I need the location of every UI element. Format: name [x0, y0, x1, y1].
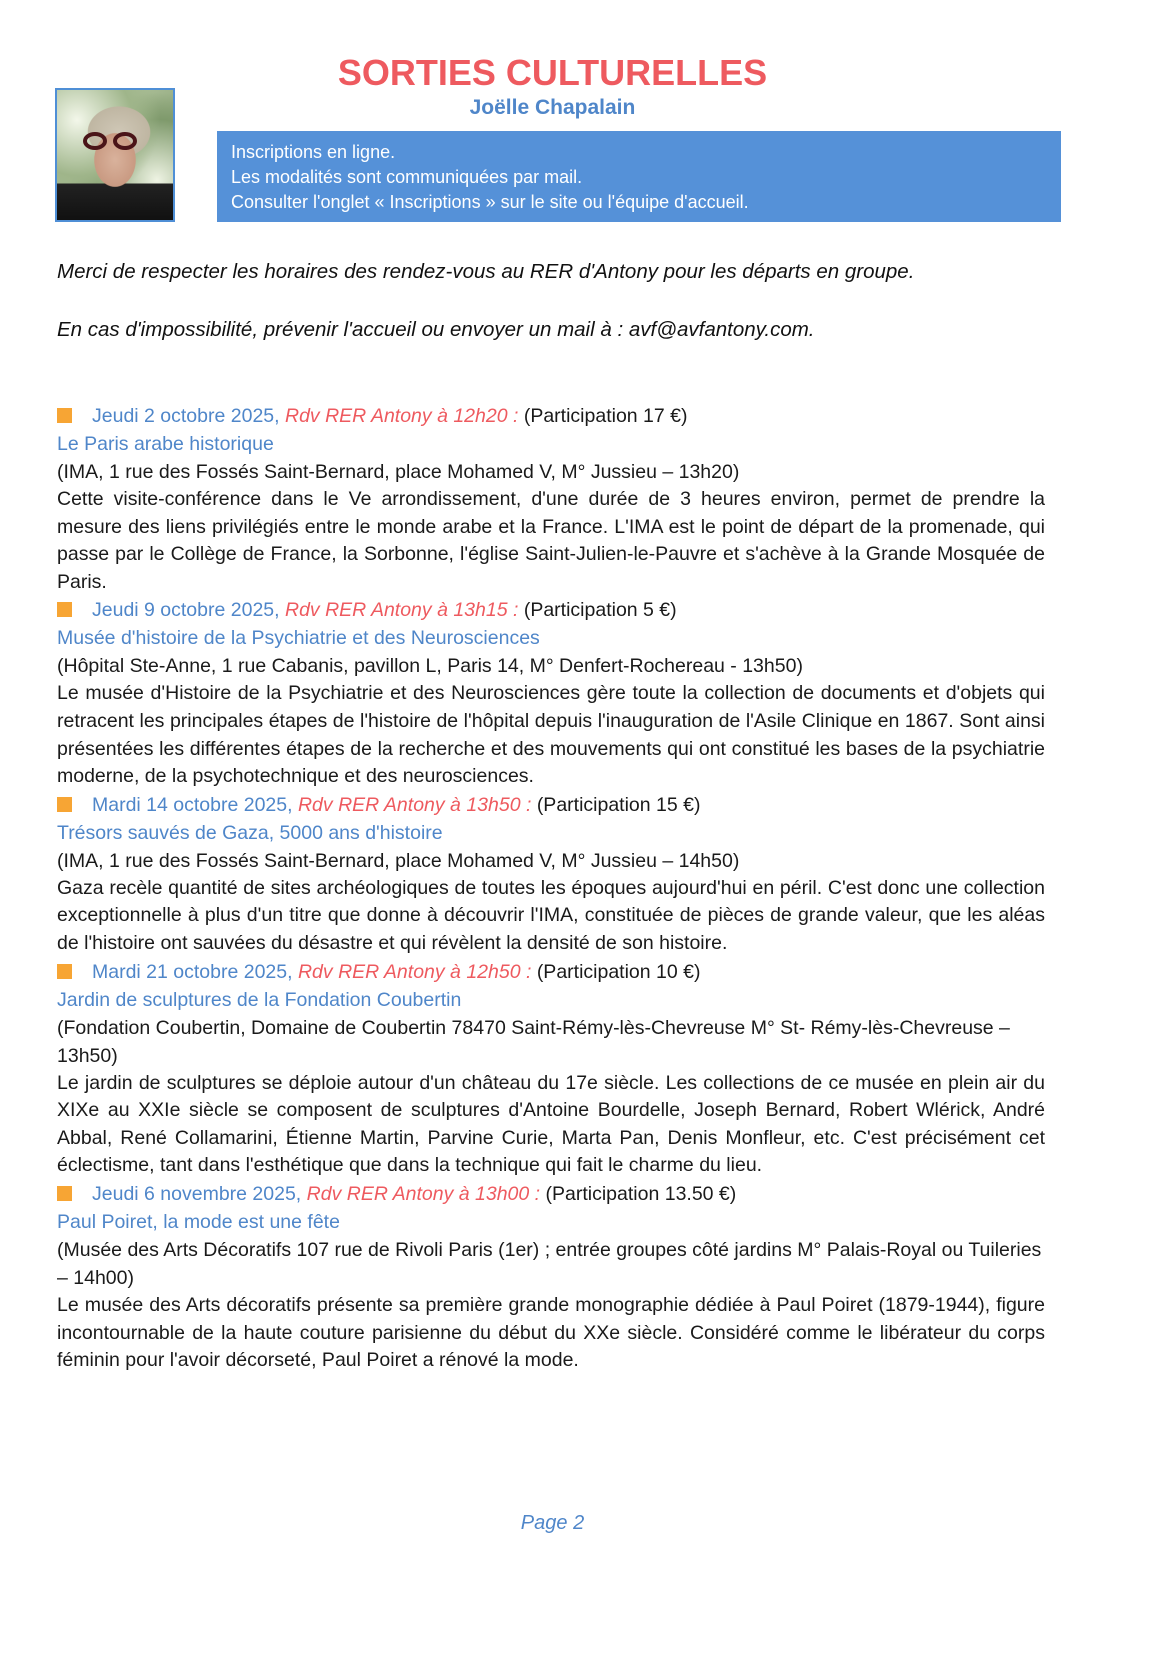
event-date: Jeudi 9 octobre 2025,	[92, 599, 280, 622]
event-meeting: Rdv RER Antony à 13h50 :	[297, 793, 532, 816]
event-item	[57, 1180, 1045, 1375]
event-title: Jardin de sculptures de la Fondation Coubertin	[57, 988, 462, 1011]
event-address: (Fondation Coubertin, Domaine de Coubertin 78470 Saint-Rémy-lès-Chevreuse M° St- Rémy-lès-Chevreuse – 13h50)	[57, 1016, 1010, 1067]
event-description: Gaza recèle quantité de sites archéologiques de toutes les époques aujourd'hui en péril. C'est donc une collection exceptionnelle à plus d'un titre que donne à découvrir l'IMA, constituée de pièces de grande valeur, que les aléas de l'histoire ont sauvées du désastre et qui révèlent la densité de son histoire.	[57, 876, 1045, 954]
event-price: (Participation 17 €)	[523, 405, 688, 427]
event-item	[57, 791, 1045, 958]
info-line: Consulter l'onglet « Inscriptions » sur le site ou l'équipe d'accueil.	[231, 192, 749, 212]
event-date: Mardi 21 octobre 2025,	[92, 960, 293, 983]
notice-schedule: Merci de respecter les horaires des rendez-vous au RER d'Antony pour les départs en groupe.	[57, 260, 915, 283]
page-number: Page 2	[520, 1512, 585, 1534]
event-item	[57, 958, 1045, 1180]
event-item	[57, 596, 1045, 790]
event-description: Cette visite-conférence dans le Ve arrondissement, d'une durée de 3 heures environ, permet de prendre la mesure des liens privilégiés entre le monde arabe et la France. L'IMA est le point de départ de la promenade, qui passe par le Collège de France, la Sorbonne, l'église Saint-Julien-le-Pauvre et s'achève à la Grande Mosquée de Paris.	[57, 488, 1045, 593]
info-line: Les modalités sont communiquées par mail.	[231, 167, 583, 187]
event-item	[57, 402, 1045, 596]
info-line: Inscriptions en ligne.	[231, 142, 396, 162]
event-title: Le Paris arabe historique	[57, 433, 274, 455]
event-header	[57, 1180, 1045, 1208]
registration-info-box	[217, 131, 1061, 222]
square-bullet-icon	[57, 408, 72, 423]
event-description: Le jardin de sculptures se déploie autour d'un château du 17e siècle. Les collections de ce musée en plein air du XIXe au XXIe siècle se composent de sculptures d'Antoine Bourdelle, Joseph Bernard, Robert Wlérick, André Abbal, René Collamarini, Étienne Martin, Parvine Curie, Marta Pan, Denis Monfleur, etc. C'est précisément cet éclectisme, tant dans l'esthétique que dans la technique qui fait le charme du lieu.	[57, 1071, 1045, 1177]
event-meeting: Rdv RER Antony à 13h15 :	[284, 599, 519, 622]
event-price: (Participation 10 €)	[536, 960, 701, 983]
notice-contact: En cas d'impossibilité, prévenir l'accueil ou envoyer un mail à : avf@avfantony.com.	[57, 318, 815, 341]
event-date: Jeudi 2 octobre 2025,	[92, 405, 280, 427]
author-photo	[55, 88, 175, 222]
event-address: (IMA, 1 rue des Fossés Saint-Bernard, place Mohamed V, M° Jussieu – 14h50)	[57, 849, 740, 872]
notice-block	[57, 257, 1017, 344]
event-meeting: Rdv RER Antony à 12h50 :	[297, 960, 532, 983]
glasses-shape	[83, 132, 143, 150]
event-header	[57, 958, 1045, 986]
event-title: Paul Poiret, la mode est une fête	[57, 1210, 340, 1233]
square-bullet-icon	[57, 797, 72, 812]
event-meeting: Rdv RER Antony à 13h00 :	[306, 1182, 541, 1205]
events-list	[57, 402, 1045, 1375]
event-title: Musée d'histoire de la Psychiatrie et des Neurosciences	[57, 627, 540, 650]
event-meeting: Rdv RER Antony à 12h20 :	[284, 405, 519, 427]
square-bullet-icon	[57, 964, 72, 979]
event-date: Jeudi 6 novembre 2025,	[92, 1182, 302, 1205]
event-date: Mardi 14 octobre 2025,	[92, 793, 293, 816]
event-header	[57, 596, 1045, 624]
square-bullet-icon	[57, 1186, 72, 1201]
event-description: Le musée des Arts décoratifs présente sa première grande monographie dédiée à Paul Poiret (1879-1944), figure incontournable de la haute couture parisienne du début du XXe siècle. Considéré comme le libérateur du corps féminin pour l'avoir décorseté, Paul Poiret a rénové la mode.	[57, 1293, 1045, 1372]
event-description: Le musée d'Histoire de la Psychiatrie et des Neurosciences gère toute la collection de documents et d'objets qui retracent les principales étapes de l'histoire de l'hôpital depuis l'inauguration de l'Asile Clinique en 1867. Sont ainsi présentées les différentes étapes de la recherche et des mouvements qui ont constitué les bases de la psychiatrie moderne, de la psychotechnique et des neurosciences.	[57, 682, 1045, 788]
event-address: (Hôpital Ste-Anne, 1 rue Cabanis, pavillon L, Paris 14, M° Denfert-Rochereau - 13h50)	[57, 655, 803, 678]
square-bullet-icon	[57, 602, 72, 617]
event-address: (IMA, 1 rue des Fossés Saint-Bernard, place Mohamed V, M° Jussieu – 13h20)	[57, 461, 740, 483]
page-title: SORTIES CULTURELLES	[337, 52, 768, 93]
event-price: (Participation 15 €)	[536, 793, 701, 816]
event-price: (Participation 13.50 €)	[545, 1182, 737, 1205]
event-address: (Musée des Arts Décoratifs 107 rue de Rivoli Paris (1er) ; entrée groupes côté jardins M° Palais-Royal ou Tuileries – 14h00)	[57, 1238, 1042, 1289]
event-title: Trésors sauvés de Gaza, 5000 ans d'histoire	[57, 821, 443, 844]
event-header	[57, 791, 1045, 819]
author-name: Joëlle Chapalain	[469, 96, 636, 119]
event-price: (Participation 5 €)	[523, 599, 677, 622]
event-header	[57, 402, 1045, 430]
